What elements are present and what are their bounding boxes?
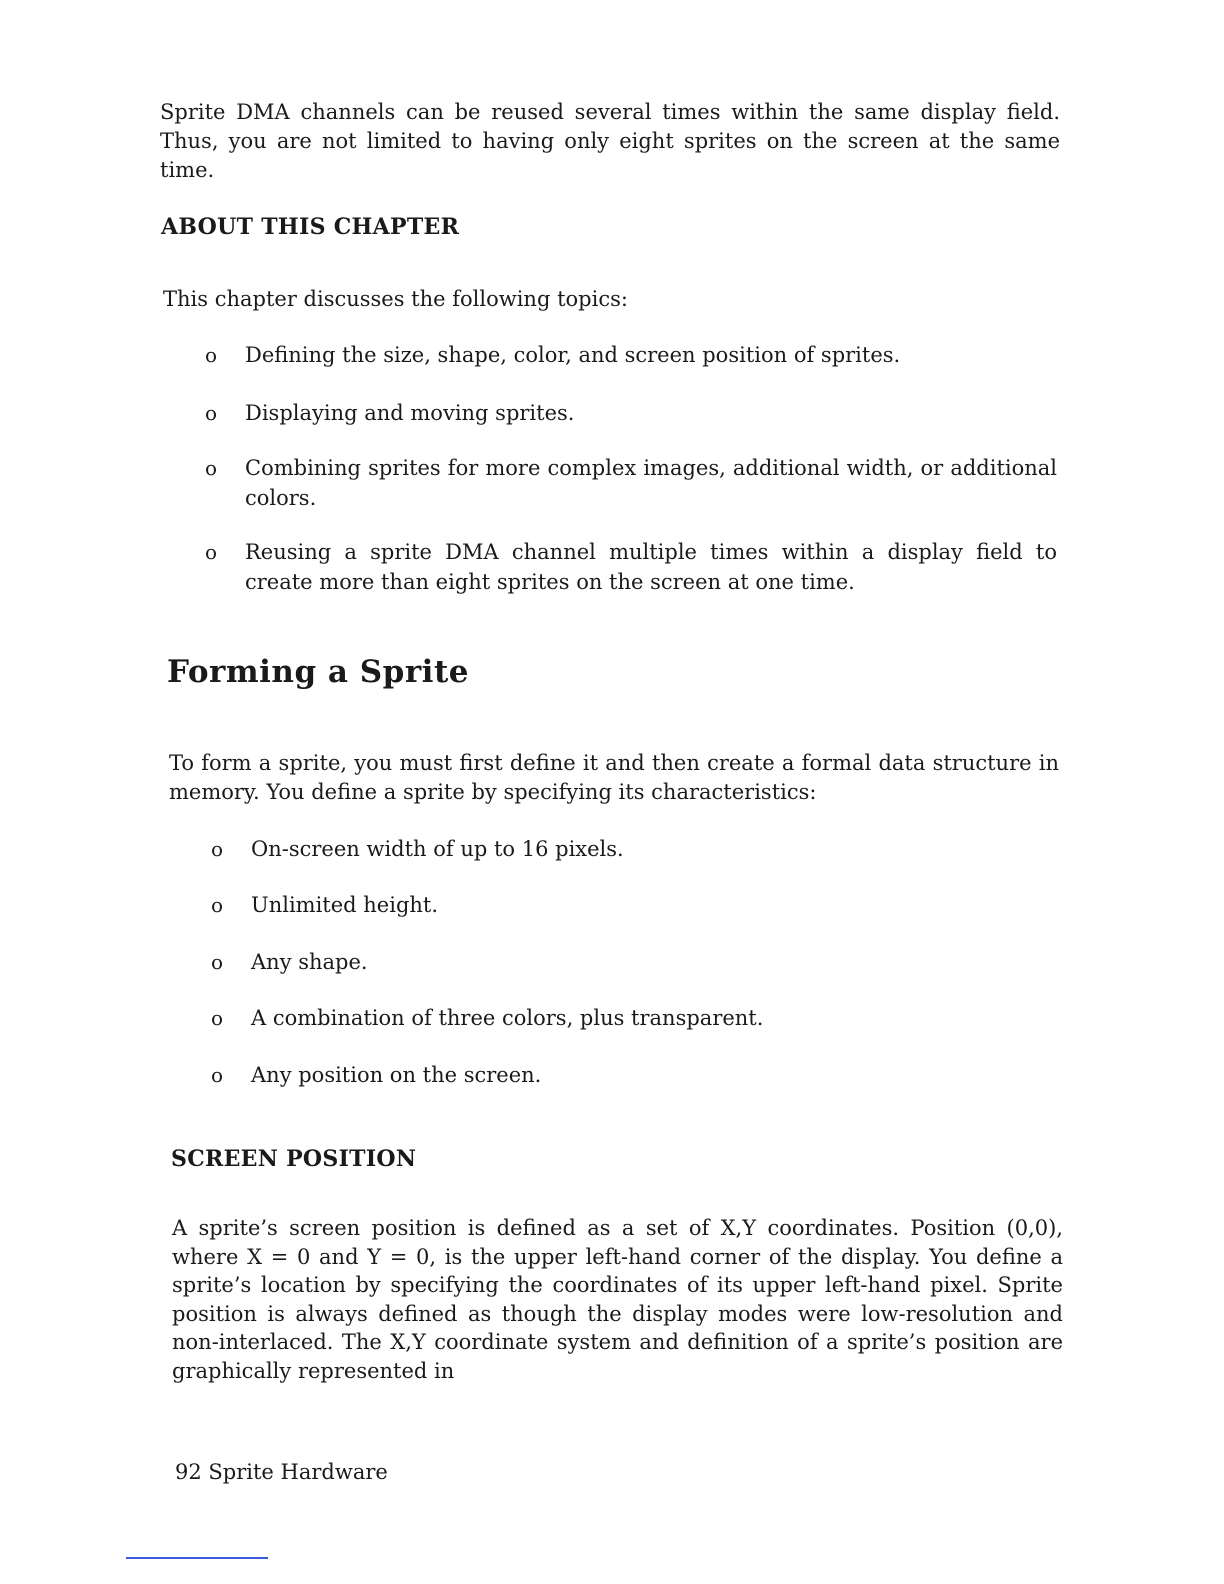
about-lead-paragraph: This chapter discusses the following topics: (163, 287, 628, 311)
forming-sprite-heading: Forming a Sprite (167, 654, 470, 690)
page-footer: 92 Sprite Hardware (175, 1460, 388, 1484)
intro-paragraph: Sprite DMA channels can be reused several times within the same display field. Thus, you are not limited to having only eight sprites on the screen at the same time. (160, 100, 1060, 182)
screen-position-heading: SCREEN POSITION (171, 1146, 417, 1172)
list-item-text: Unlimited height. (251, 893, 439, 917)
bullet-marker: o (211, 950, 224, 974)
bullet-marker: o (211, 893, 224, 917)
list-item-text: Combining sprites for more complex images, additional width, or additional colors. (245, 456, 1057, 510)
forming-lead-paragraph: To form a sprite, you must first define it and then create a formal data structure in memory. You define a sprite by specifying its characteristics: (169, 751, 1059, 804)
list-item-text: Any shape. (251, 950, 368, 974)
footer-rule (126, 1557, 268, 1559)
bullet-marker: o (205, 540, 218, 564)
list-item-text: Defining the size, shape, color, and screen position of sprites. (245, 343, 901, 367)
bullet-marker: o (205, 456, 218, 480)
screen-position-paragraph: A sprite’s screen position is defined as a set of X,Y coordinates. Position (0,0), where X = 0 and Y = 0, is the upper left-hand corner of the display. You define a sprite’s location by specifying the coordinates of its upper left-hand pixel. Sprite position is always defined as though the display modes were low-resolution and non-interlaced. The X,Y coordinate system and definition of a sprite’s position are graphically represented in (172, 1216, 1063, 1383)
list-item-text: Reusing a sprite DMA channel multiple times within a display field to create more than eight sprites on the screen at one time. (245, 540, 1057, 594)
bullet-marker: o (205, 401, 218, 425)
list-item-text: Any position on the screen. (251, 1063, 542, 1087)
list-item-text: On-screen width of up to 16 pixels. (251, 837, 624, 861)
list-item-text: Displaying and moving sprites. (245, 401, 575, 425)
bullet-marker: o (211, 837, 224, 861)
bullet-marker: o (205, 343, 218, 367)
bullet-marker: o (211, 1006, 224, 1030)
bullet-marker: o (211, 1063, 224, 1087)
list-item-text: A combination of three colors, plus transparent. (251, 1006, 764, 1030)
about-chapter-heading: ABOUT THIS CHAPTER (161, 214, 460, 240)
